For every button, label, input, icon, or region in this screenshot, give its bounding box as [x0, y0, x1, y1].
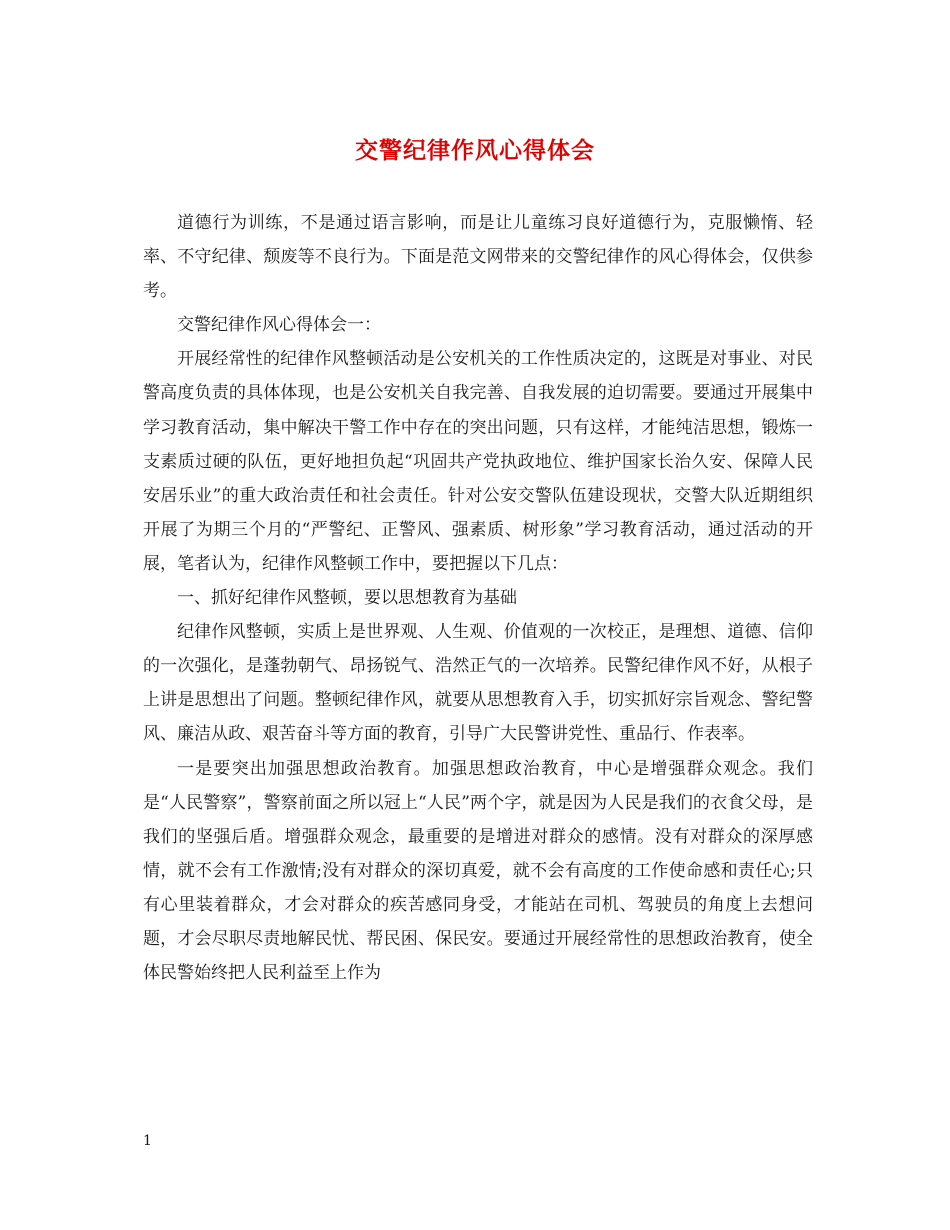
paragraph-political-education: 一是要突出加强思想政治教育。加强思想政治教育，中心是增强群众观念。我们是“人民警察”，警察前面之所以冠上“人民”两个字，就是因为人民是我们的衣食父母，是我们的坚强后盾。增强群众观念，最重要的是增进对群众的感情。没有对群众的深厚感情，就不会有工作激情;没有对群众的深切真爱，就不会有高度的工作使命感和责任心;只有心里装着群众，才会对群众的疾苦感同身受，才能站在司机、驾驶员的角度上去想问题，才会尽职尽责地解民忧、帮民困、保民安。要通过开展经常性的思想政治教育，使全体民警始终把人民利益至上作为: [143, 758, 813, 984]
paragraph-background: 开展经常性的纪律作风整顿活动是公安机关的工作性质决定的，这既是对事业、对民警高度负责的具体体现，也是公安机关自我完善、自我发展的迫切需要。要通过开展集中学习教育活动，集中解决干警工作中存在的突出问题，只有这样，才能纯洁思想，锻炼一支素质过硬的队伍，更好地担负起“巩固共产党执政地位、维护国家长治久安、保障人民安居乐业”的重大政治责任和社会责任。针对公安交警队伍建设现状，交警大队近期组织开展了为期三个月的“严警纪、正警风、强素质、树形象”学习教育活动，通过活动的开展，笔者认为，纪律作风整顿工作中，要把握以下几点：: [143, 349, 813, 574]
paragraph-section-heading: 交警纪律作风心得体会一：: [177, 315, 381, 336]
paragraph-point-one-body: 纪律作风整顿，实质上是世界观、人生观、价值观的一次校正，是理想、道德、信仰的一次强化，是蓬勃朝气、昂扬锐气、浩然正气的一次培养。民警纪律作风不好，从根子上讲是思想出了问题。整顿纪律作风，就要从思想教育入手，切实抓好宗旨观念、警纪警风、廉洁从政、艰苦奋斗等方面的教育，引导广大民警讲党性、重品行、作表率。: [143, 622, 813, 745]
paragraph-intro: 道德行为训练，不是通过语言影响，而是让儿童练习良好道德行为，克服懒惰、轻率、不守纪律、颓废等不良行为。下面是范文网带来的交警纪律作的风心得体会，仅供参考。: [143, 213, 813, 302]
paragraph-point-one-heading: 一、抓好纪律作风整顿，要以思想教育为基础: [177, 588, 517, 609]
page-number: 1: [143, 1133, 152, 1149]
document-body: [143, 206, 813, 990]
document-title: 交警纪律作风心得体会: [355, 138, 595, 164]
